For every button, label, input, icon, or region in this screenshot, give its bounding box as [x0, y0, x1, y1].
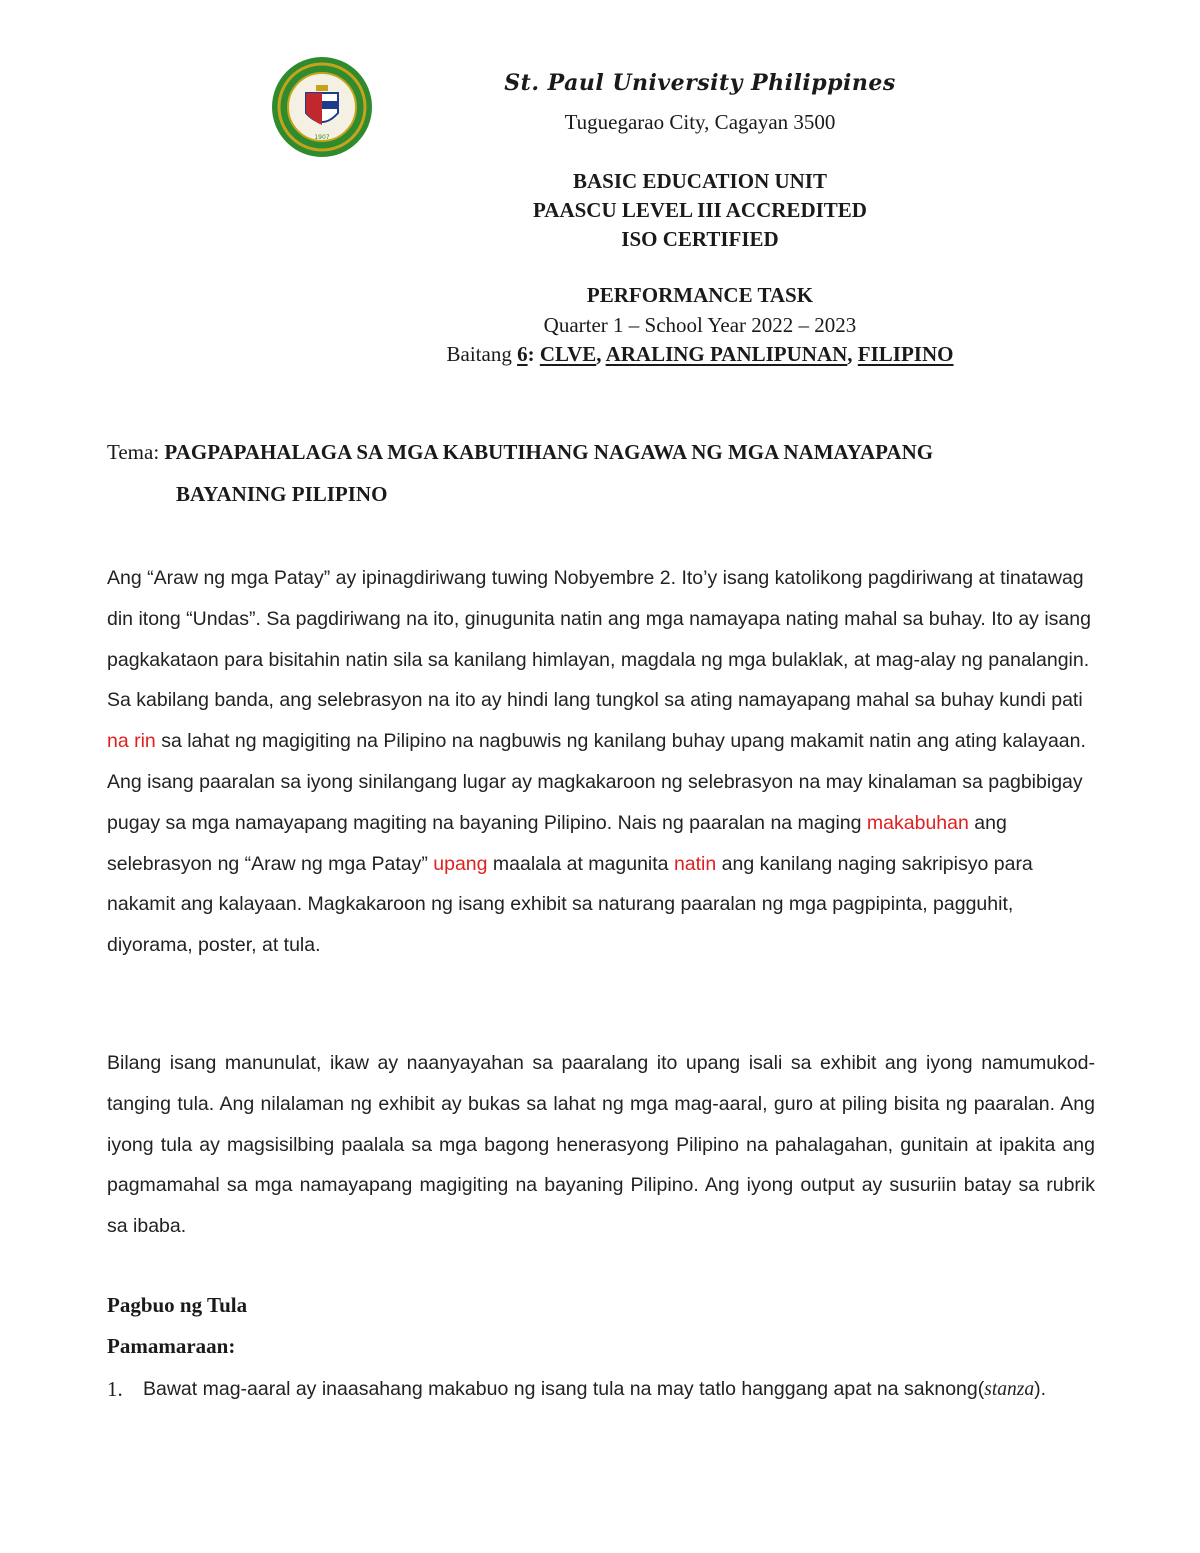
university-name: St. Paul University Philippines [504, 70, 896, 96]
unit-line: PAASCU LEVEL III ACCREDITED [533, 198, 867, 222]
subject-filipino: FILIPINO [857, 342, 954, 366]
subject-clve: CLVE [539, 342, 597, 366]
highlighted-word: upang [433, 852, 488, 875]
grade-line [320, 342, 1080, 367]
grade-number: 6 [517, 342, 528, 366]
text-run: maalala at magunita [487, 852, 674, 875]
highlighted-word: natin [673, 852, 717, 875]
intro-paragraph [107, 558, 1095, 966]
theme-heading [107, 440, 1107, 506]
quarter-line: Quarter 1 – School Year 2022 – 2023 [543, 313, 857, 337]
unit-line: BASIC EDUCATION UNIT [573, 169, 827, 193]
list-number: 1. [107, 1377, 123, 1401]
text-run: Ang “Araw ng mga Patay” ay ipinagdiriwang tuwing Nobyembre 2. Ito’y isang katolikong pagdiriwang at tinatawag din itong “Undas”. Sa pagdiriwang na ito, ginugunita natin ang mga namayapa nating mahal sa buhay. Ito ay isang pagkakataon para bisitahin natin sila sa kanilang himlayan, magdala ng mga bulaklak, at mag-alay ng panalangin. Sa kabilang banda, ang selebrasyon na ito ay hindi lang tungkol sa ating namayapang mahal sa buhay kundi pati [107, 567, 1091, 712]
section-title: Pagbuo ng Tula [107, 1293, 248, 1317]
unit-line: ISO CERTIFIED [621, 227, 779, 251]
subject-separator: , [847, 342, 858, 366]
list-item [107, 1368, 1095, 1411]
subject-separator: , [596, 342, 606, 366]
text-run: ang selebrasyon ng “Araw ng mga Patay” [107, 811, 1007, 875]
text-run: Bawat mag-aaral ay inaasahang makabuo ng isang tula na may tatlo hanggang apat na saknong( [143, 1378, 985, 1400]
subject-araling-panlipunan: ARALING PANLIPUNAN [605, 342, 848, 366]
highlighted-word: na rin [107, 730, 156, 753]
theme-title-line1: PAGPAPAHALAGA SA MGA KABUTIHANG NAGAWA NG MGA NAMAYAPANG [164, 440, 934, 464]
theme-label: Tema: [107, 440, 165, 464]
text-run: sa lahat ng magigiting na Pilipino na nagbuwis ng kanilang buhay upang makamit natin ang ating kalayaan. Ang isang paaralan sa iyong sinilangang lugar ay magkakaroon ng selebrasyon na may kinalaman sa pagbibigay pugay sa mga namayapang magiting na bayaning Pilipino. Nais ng paaralan na maging [107, 730, 1086, 834]
text-run: ang kanilang naging sakripisyo para nakamit ang kalayaan. Magkakaroon ng isang exhibit sa naturang paaralan ng mga pagpipinta, pagguhit, diyorama, poster, at tula. [107, 852, 1033, 957]
theme-title-line2: BAYANING PILIPINO [176, 482, 388, 506]
grade-label: Baitang [446, 342, 518, 366]
task-paragraph: Bilang isang manunulat, ikaw ay naanyayahan sa paaralang ito upang isali sa exhibit ang iyong namumukod-tanging tula. Ang nilalaman ng exhibit ay bukas sa lahat ng mga mag-aaral, guro at piling bisita ng paaralan. Ang iyong tula ay magsisilbing paalala sa mga bagong henerasyong Pilipino na pahalagahan, gunitain at ipakita ang pagmamahal sa mga namayapang magigiting na bayaning Pilipino. Ang iyong output ay susuriin batay sa rubrik sa ibaba. [107, 1052, 1095, 1238]
text-run: ). [1034, 1378, 1047, 1400]
unit-block [320, 167, 1080, 254]
task-title: PERFORMANCE TASK [586, 283, 814, 307]
highlighted-word: makabuhan [866, 811, 969, 834]
university-address: Tuguegarao City, Cagayan 3500 [564, 110, 836, 134]
grade-colon: : [527, 342, 540, 366]
italic-term: stanza [984, 1379, 1035, 1400]
svg-text:1907: 1907 [314, 134, 330, 141]
list-text [143, 1368, 1095, 1411]
section-subtitle: Pamamaraan: [107, 1334, 236, 1358]
